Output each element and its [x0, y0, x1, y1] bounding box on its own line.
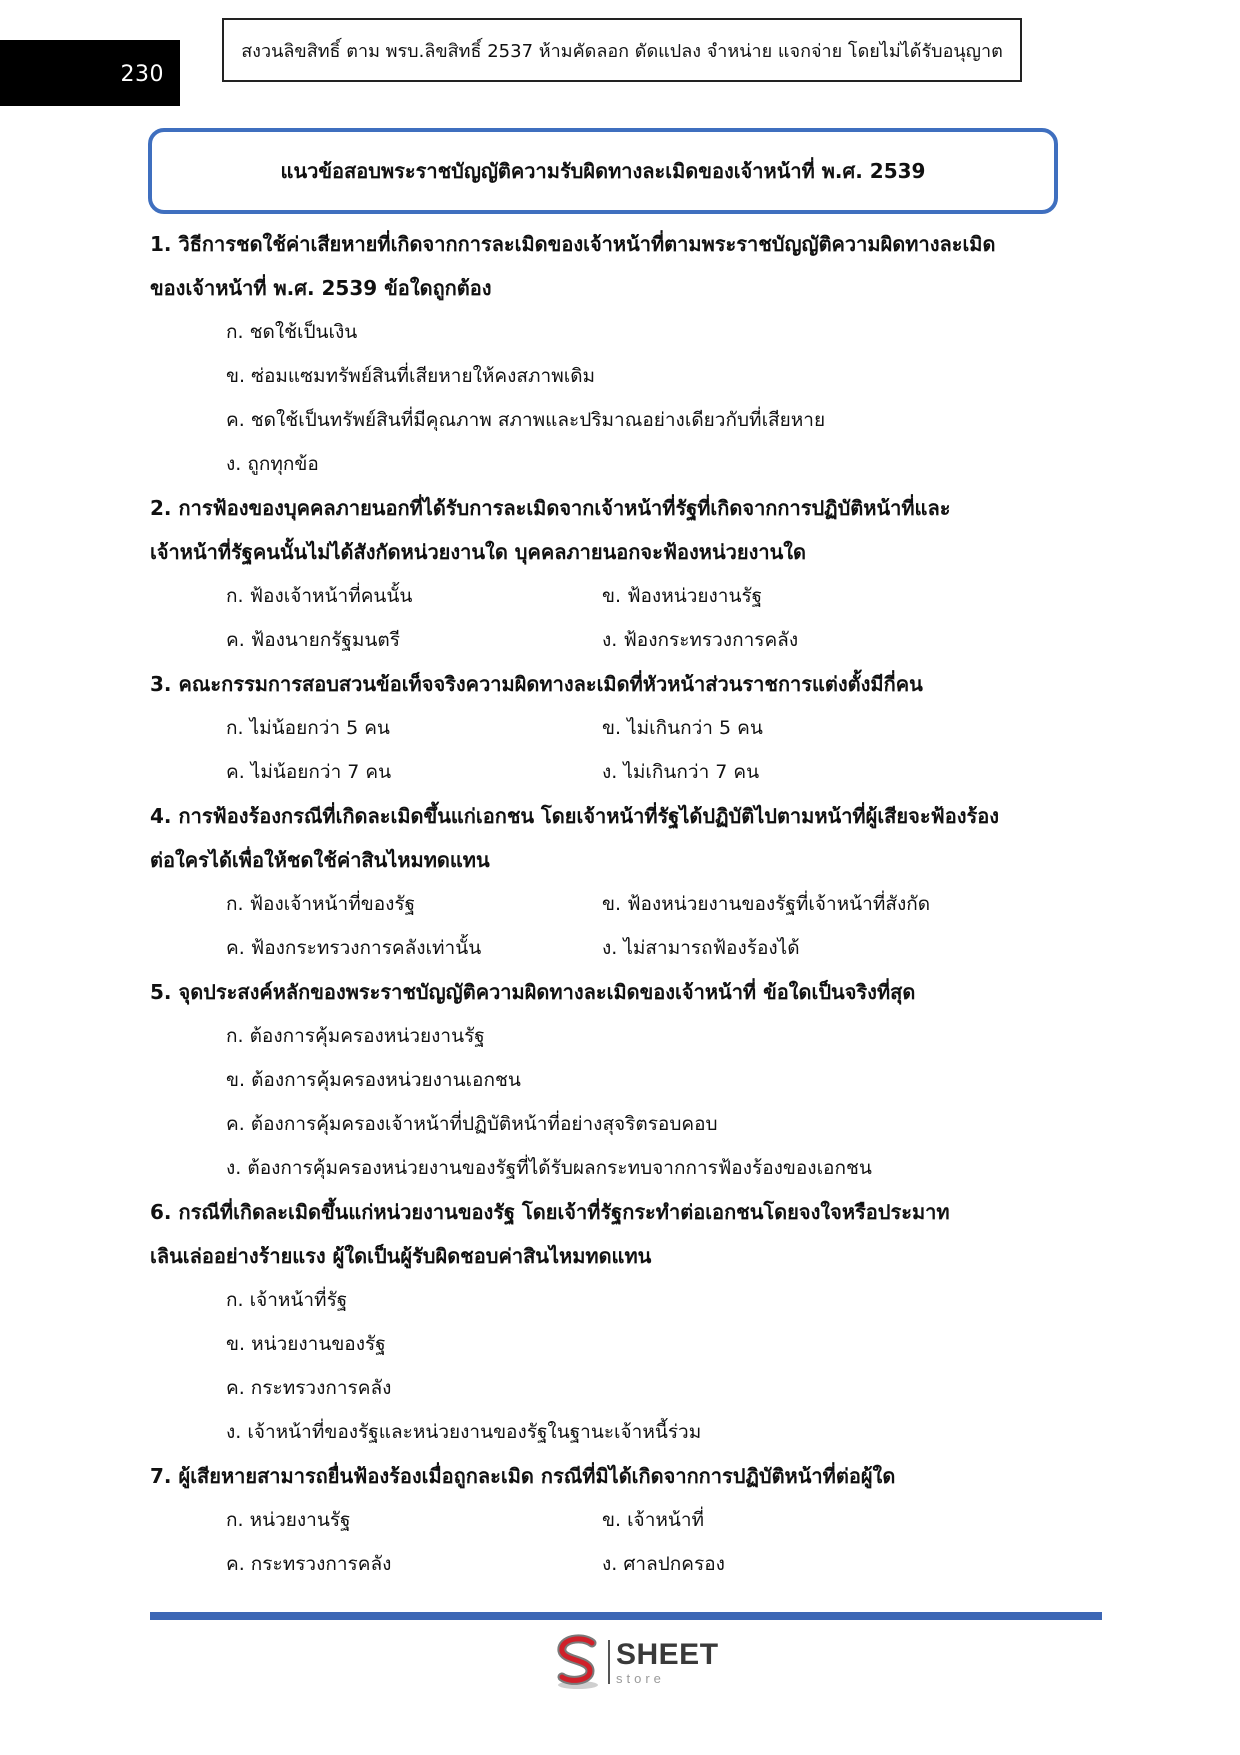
exam-title-box	[148, 128, 1058, 214]
question-4-options-row-2	[150, 926, 1060, 970]
question-2-options-row-2	[150, 618, 1060, 662]
question-7-option-a: ก. หน่วยงานรัฐ	[226, 1509, 351, 1531]
question-1	[150, 222, 1060, 486]
question-5	[150, 970, 1060, 1190]
question-7-option-b: ข. เจ้าหน้าที่	[602, 1509, 705, 1531]
question-6-line-1: 6. กรณีที่เกิดละเมิดขึ้นแก่หน่วยงานของรัฐ โดยเจ้าที่รัฐกระทำต่อเอกชนโดยจงใจหรือประมาท	[150, 1200, 950, 1224]
question-6-option-b: ข. หน่วยงานของรัฐ	[226, 1333, 386, 1355]
question-2	[150, 486, 1060, 662]
question-7	[150, 1454, 1060, 1586]
question-2-line-1: 2. การฟ้องของบุคคลภายนอกที่ได้รับการละเมิดจากเจ้าหน้าที่รัฐที่เกิดจากการปฏิบัติหน้าที่และ	[150, 496, 951, 520]
logo-divider	[608, 1640, 610, 1684]
page-number-box	[0, 40, 180, 106]
question-3-options-row-1	[150, 706, 1060, 750]
sheet-store-logo	[552, 1632, 722, 1692]
question-6	[150, 1190, 1060, 1454]
question-7-option-d: ง. ศาลปกครอง	[602, 1553, 725, 1575]
question-2-option-a: ก. ฟ้องเจ้าหน้าที่คนนั้น	[226, 585, 413, 607]
question-7-line-1: 7. ผู้เสียหายสามารถยื่นฟ้องร้องเมื่อถูกละเมิด กรณีที่มิได้เกิดจากการปฏิบัติหน้าที่ต่อผู้ใด	[150, 1464, 896, 1488]
question-1-line-2: ของเจ้าหน้าที่ พ.ศ. 2539 ข้อใดถูกต้อง	[150, 276, 492, 300]
question-6-option-c: ค. กระทรวงการคลัง	[226, 1377, 392, 1399]
question-4-option-b: ข. ฟ้องหน่วยงานของรัฐที่เจ้าหน้าที่สังกัด	[602, 893, 931, 915]
question-5-option-c: ค. ต้องการคุ้มครองเจ้าหน้าที่ปฏิบัติหน้าที่อย่างสุจริตรอบคอบ	[226, 1113, 718, 1135]
question-2-option-d: ง. ฟ้องกระทรวงการคลัง	[602, 629, 799, 651]
question-1-option-d: ง. ถูกทุกข้อ	[226, 453, 319, 475]
copyright-notice: สงวนลิขสิทธิ์ ตาม พรบ.ลิขสิทธิ์ 2537 ห้ามคัดลอก ดัดแปลง จำหน่าย แจกจ่าย โดยไม่ได้รับอนุญาต	[241, 40, 1003, 62]
question-4-line-2: ต่อใครได้เพื่อให้ชดใช้ค่าสินไหมทดแทน	[150, 848, 490, 872]
question-4	[150, 794, 1060, 970]
question-6-option-d: ง. เจ้าหน้าที่ของรัฐและหน่วยงานของรัฐในฐานะเจ้าหนี้ร่วม	[226, 1421, 702, 1443]
question-4-option-d: ง. ไม่สามารถฟ้องร้องได้	[602, 937, 800, 959]
question-7-options-row-1	[150, 1498, 1060, 1542]
question-3-option-b: ข. ไม่เกินกว่า 5 คน	[602, 717, 763, 739]
question-3-option-c: ค. ไม่น้อยกว่า 7 คน	[226, 761, 392, 783]
logo-text	[616, 1637, 719, 1686]
question-1-line-1: 1. วิธีการชดใช้ค่าเสียหายที่เกิดจากการละเมิดของเจ้าหน้าที่ตามพระราชบัญญัติความผิดทางละเมิด	[150, 232, 996, 256]
question-2-options-row-1	[150, 574, 1060, 618]
question-list	[150, 222, 1060, 1586]
logo-subtext: store	[616, 1670, 665, 1686]
page-number: 230	[120, 62, 164, 87]
question-3-line-1: 3. คณะกรรมการสอบสวนข้อเท็จจริงความผิดทางละเมิดที่หัวหน้าส่วนราชการแต่งตั้งมีกี่คน	[150, 672, 923, 696]
question-6-line-2: เลินเล่ออย่างร้ายแรง ผู้ใดเป็นผู้รับผิดชอบค่าสินไหมทดแทน	[150, 1244, 652, 1268]
footer-rule	[150, 1612, 1102, 1620]
question-7-option-c: ค. กระทรวงการคลัง	[226, 1553, 392, 1575]
question-5-option-b: ข. ต้องการคุ้มครองหน่วยงานเอกชน	[226, 1069, 521, 1091]
exam-title: แนวข้อสอบพระราชบัญญัติความรับผิดทางละเมิดของเจ้าหน้าที่ พ.ศ. 2539	[280, 159, 926, 183]
question-4-option-a: ก. ฟ้องเจ้าหน้าที่ของรัฐ	[226, 893, 416, 915]
question-1-option-b: ข. ซ่อมแซมทรัพย์สินที่เสียหายให้คงสภาพเดิม	[226, 365, 596, 387]
question-2-option-c: ค. ฟ้องนายกรัฐมนตรี	[226, 629, 400, 651]
sheet-store-s-icon	[552, 1633, 604, 1691]
question-4-line-1: 4. การฟ้องร้องกรณีที่เกิดละเมิดขึ้นแก่เอกชน โดยเจ้าหน้าที่รัฐได้ปฏิบัติไปตามหน้าที่ผู้เสียจะฟ้องร้อง	[150, 804, 1000, 828]
question-7-options-row-2	[150, 1542, 1060, 1586]
question-4-options-row-1	[150, 882, 1060, 926]
question-5-option-d: ง. ต้องการคุ้มครองหน่วยงานของรัฐที่ได้รับผลกระทบจากการฟ้องร้องของเอกชน	[226, 1157, 872, 1179]
logo-wordmark: SHEET	[616, 1637, 719, 1671]
question-2-line-2: เจ้าหน้าที่รัฐคนนั้นไม่ได้สังกัดหน่วยงานใด บุคคลภายนอกจะฟ้องหน่วยงานใด	[150, 540, 807, 564]
question-1-option-c: ค. ชดใช้เป็นทรัพย์สินที่มีคุณภาพ สภาพและปริมาณอย่างเดียวกับที่เสียหาย	[226, 409, 826, 431]
question-5-line-1: 5. จุดประสงค์หลักของพระราชบัญญัติความผิดทางละเมิดของเจ้าหน้าที่ ข้อใดเป็นจริงที่สุด	[150, 980, 916, 1004]
question-4-option-c: ค. ฟ้องกระทรวงการคลังเท่านั้น	[226, 937, 482, 959]
question-6-option-a: ก. เจ้าหน้าที่รัฐ	[226, 1289, 348, 1311]
question-3-option-d: ง. ไม่เกินกว่า 7 คน	[602, 761, 760, 783]
question-5-option-a: ก. ต้องการคุ้มครองหน่วยงานรัฐ	[226, 1025, 485, 1047]
question-1-option-a: ก. ชดใช้เป็นเงิน	[226, 321, 358, 343]
question-2-option-b: ข. ฟ้องหน่วยงานรัฐ	[602, 585, 763, 607]
question-3-option-a: ก. ไม่น้อยกว่า 5 คน	[226, 717, 390, 739]
copyright-notice-box	[222, 18, 1022, 82]
question-3-options-row-2	[150, 750, 1060, 794]
question-3	[150, 662, 1060, 794]
